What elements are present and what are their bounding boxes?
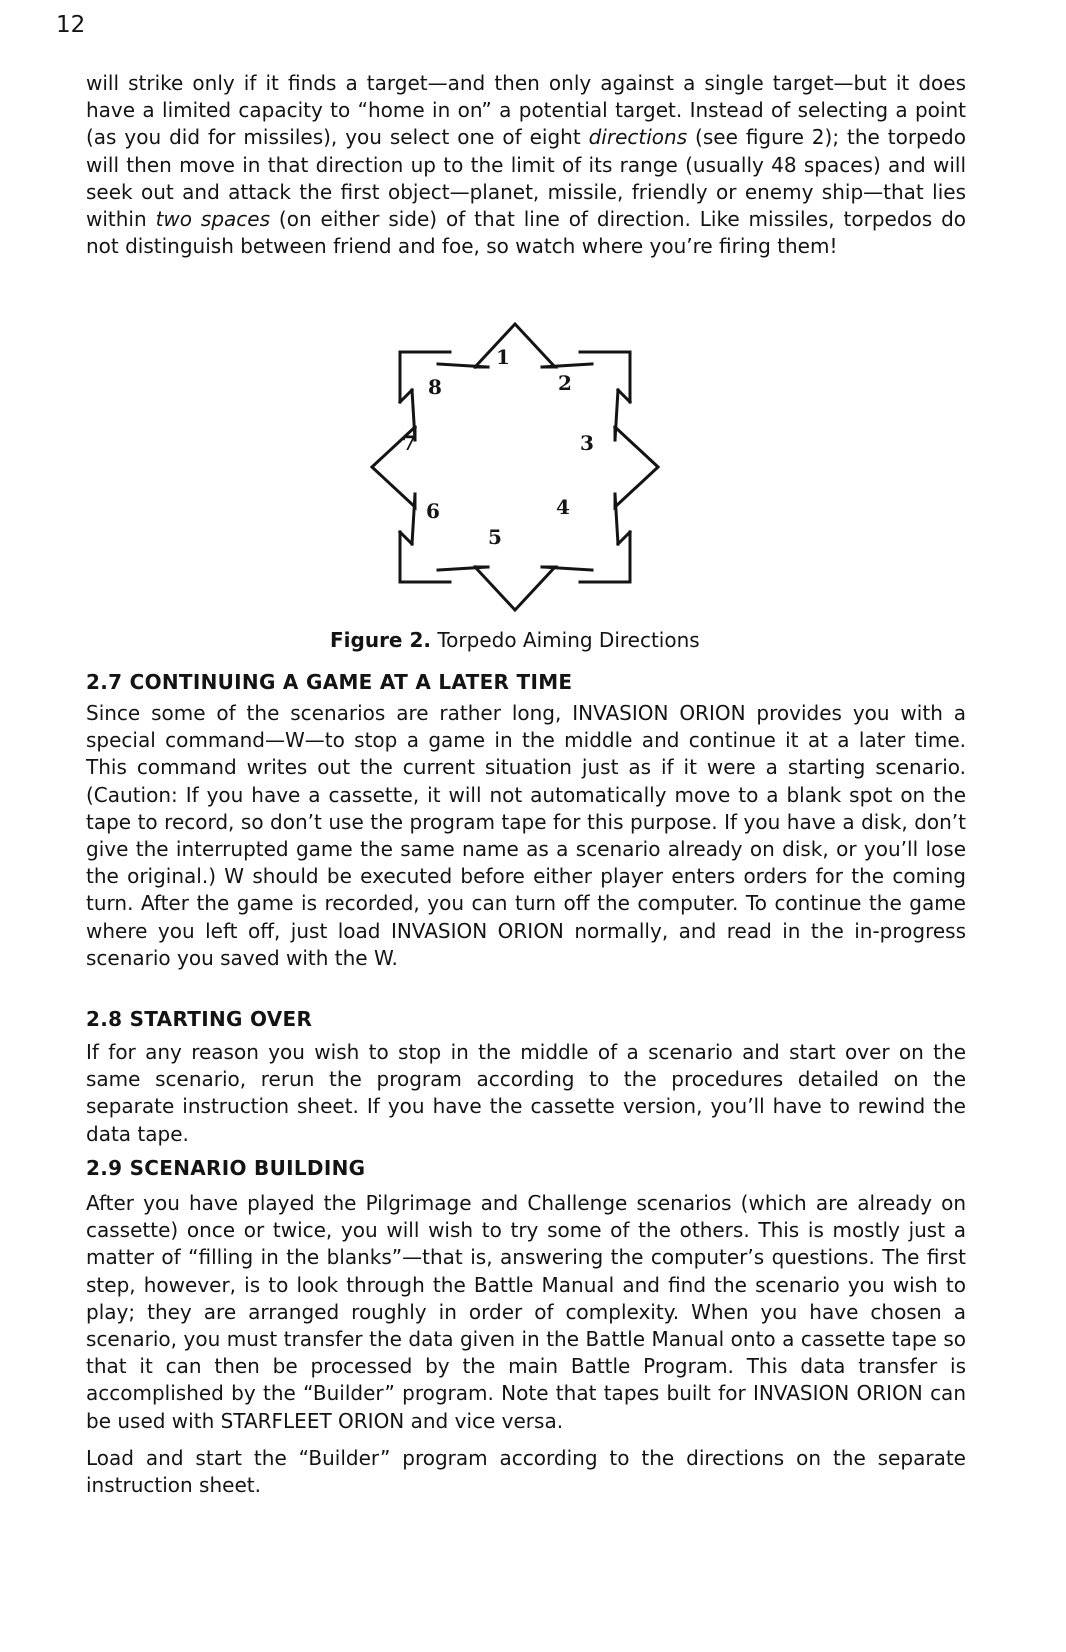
intro-text-part2: (see figure 2); the torpedo will then move in that direction up to the limit of its range (usually 48 spaces) and will seek out and attack the first object—planet, missile, friendly or enemy ship—that lies within xyxy=(86,125,966,232)
section-2-8-body xyxy=(86,1039,966,1148)
intro-emphasis-two-spaces: two spaces xyxy=(155,207,271,232)
figure-caption-label: Figure 2. xyxy=(330,628,431,652)
direction-arrow-6-arms xyxy=(400,532,412,544)
ring-line-5-6 xyxy=(438,567,488,570)
direction-arrow-2-arms xyxy=(618,390,630,402)
figure-caption xyxy=(330,628,700,652)
page-number: 12 xyxy=(56,12,86,38)
ring-line-6-7 xyxy=(412,494,415,544)
direction-arrow-1 xyxy=(475,324,555,367)
direction-arrow-8-arms xyxy=(400,390,412,402)
direction-label-2: 2 xyxy=(558,371,572,395)
direction-arrow-4-arms xyxy=(618,532,630,544)
direction-label-6: 6 xyxy=(426,499,440,523)
section-2-7-body xyxy=(86,700,966,972)
figure-caption-text: Torpedo Aiming Directions xyxy=(437,628,700,652)
section-heading-2-9: 2.9 SCENARIO BUILDING xyxy=(86,1156,366,1180)
ring-line-4-5 xyxy=(542,567,592,570)
intro-text-part3: (on either side) of that line of direction. Like missiles, torpedos do not distinguish between friend and foe, so watch where you’re firing them! xyxy=(86,207,966,259)
section-heading-2-7: 2.7 CONTINUING A GAME AT A LATER TIME xyxy=(86,670,573,694)
direction-label-7: 7 xyxy=(402,431,416,455)
direction-label-8: 8 xyxy=(428,375,442,399)
ring-line-1-2 xyxy=(542,364,592,367)
direction-label-1: 1 xyxy=(496,345,510,369)
section-heading-2-8: 2.8 STARTING OVER xyxy=(86,1007,313,1031)
ring-line-3-4 xyxy=(615,494,618,544)
intro-paragraph xyxy=(86,70,966,260)
direction-label-3: 3 xyxy=(580,431,594,455)
intro-text-part1: will strike only if it finds a target—and then only against a single target—but it does have a limited capacity to “home in on” a potential target. Instead of selecting a point (as you did for missiles), you select one of eight xyxy=(86,71,966,150)
section-2-9-paragraph-1: After you have played the Pilgrimage and Challenge scenarios (which are already on cassette) once or twice, you will wish to try some of the others. This is mostly just a matter of “filling in the blanks”—that is, answering the computer’s questions. The first step, however, is to look through the Battle Manual and find the scenario you wish to play; they are arranged roughly in order of complexity. When you have chosen a scenario, you must transfer the data given in the Battle Manual onto a cassette tape so that it can then be processed by the main Battle Program. This data transfer is accomplished by the “Builder” program. Note that tapes built for INVASION ORION can be used with STARFLEET ORION and vice versa. xyxy=(86,1191,966,1433)
section-2-9-paragraph-2: Load and start the “Builder” program according to the directions on the separate instruction sheet. xyxy=(86,1445,966,1498)
direction-label-5: 5 xyxy=(488,525,502,549)
section-2-7-paragraph: Since some of the scenarios are rather long, INVASION ORION provides you with a special command—W—to stop a game in the middle and continue it at a later time. This command writes out the current situation just as if it were a starting scenario. (Caution: If you have a cassette, it will not automatically move to a blank spot on the tape to record, so don’t use the program tape for this purpose. If you have a disk, don’t give the interrupted game the same name as a scenario already on disk, or you’ll lose the original.) W should be executed before either player enters orders for the coming turn. After the game is recorded, you can turn off the computer. To continue the game where you left off, just load INVASION ORION normally, and read in the in-progress scenario you saved with the W. xyxy=(86,701,966,970)
direction-label-4: 4 xyxy=(556,495,570,519)
direction-arrow-3 xyxy=(615,427,658,507)
torpedo-directions-diagram xyxy=(370,322,660,612)
intro-emphasis-directions: directions xyxy=(588,125,688,150)
intro-paragraph-block xyxy=(86,70,966,260)
direction-arrow-5 xyxy=(475,567,555,610)
section-2-9-body xyxy=(86,1190,966,1499)
ring-line-2-3 xyxy=(615,390,618,440)
section-2-8-paragraph: If for any reason you wish to stop in the middle of a scenario and start over on the same scenario, rerun the program according to the procedures detailed on the separate instruction sheet. If you have the cassette version, you’ll have to rewind the data tape. xyxy=(86,1040,966,1146)
ring-line-8-1 xyxy=(438,364,488,367)
torpedo-directions-figure xyxy=(370,322,660,612)
